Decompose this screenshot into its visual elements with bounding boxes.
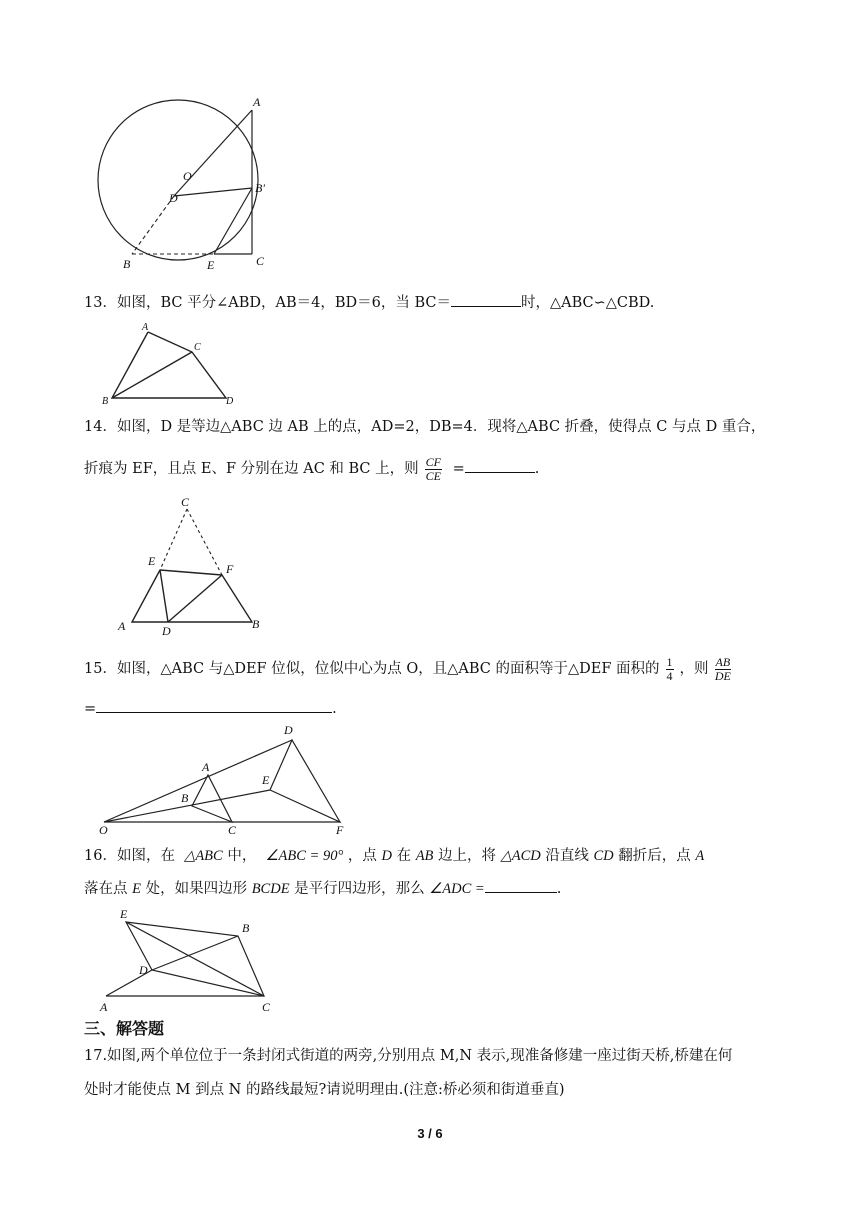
segment-df	[168, 575, 222, 622]
label-o: O	[183, 169, 192, 183]
figure-q15	[96, 720, 366, 840]
q17-line2: 处时才能使点 M 到点 N 的路线最短?请说明理由.(注意:桥必须和街道垂直)	[84, 1082, 565, 1098]
label-b: B	[123, 257, 131, 271]
segment-ef	[160, 570, 222, 575]
q15-fraction-ab-de: $\frac{AB}{DE}$	[714, 654, 731, 683]
label-a: A	[100, 1000, 108, 1014]
label-a: A	[253, 95, 261, 109]
page-number: 3 / 6	[417, 1126, 443, 1141]
segment-ed	[160, 570, 168, 622]
label-d: D	[139, 963, 148, 977]
label-c: C	[256, 254, 265, 268]
label-b: B	[252, 617, 260, 631]
label-a: A	[202, 760, 210, 774]
circle	[98, 100, 258, 260]
label-a: A	[118, 619, 126, 633]
dashed-cf	[187, 509, 222, 575]
label-f: F	[226, 562, 234, 576]
label-a: A	[142, 322, 149, 333]
q14-line1: 14．如图，D 是等边△ABC 边 AB 上的点，AD=2，DB=4．现将△ABC 折叠，使得点 C 与点 D 重合，	[84, 419, 766, 435]
label-b: B	[181, 791, 189, 805]
q13-answer-blank[interactable]	[451, 292, 521, 307]
triangle-base-sides	[132, 570, 252, 622]
segment-db	[174, 188, 252, 196]
label-c: C	[228, 823, 237, 837]
label-e: E	[207, 258, 215, 272]
label-b: B	[102, 396, 109, 407]
q16-answer-blank[interactable]	[485, 878, 557, 893]
label-d: D	[226, 396, 234, 407]
label-o: O	[99, 823, 108, 837]
label-b-prime: B′	[255, 181, 265, 195]
label-e: E	[120, 907, 128, 921]
label-c: C	[194, 342, 201, 353]
label-e: E	[262, 773, 270, 787]
label-c: C	[262, 1000, 271, 1014]
q17-line1: 17.如图,两个单位位于一条封闭式街道的两旁,分别用点 M,N 表示,现准备修建一座过街天桥,桥建在何	[84, 1048, 733, 1064]
figure-q13	[100, 318, 240, 408]
segment-oa	[174, 110, 252, 196]
label-d: D	[162, 624, 171, 638]
triangle-def	[270, 740, 340, 822]
figure-q16	[96, 904, 296, 1016]
label-d: D	[169, 191, 178, 205]
section-title: 三、解答题	[84, 1019, 165, 1038]
q15-fraction-one-quarter: $\frac{1}{4}$	[666, 654, 673, 683]
q15-line2: = .	[84, 698, 337, 719]
dashed-ce	[160, 509, 187, 570]
label-c: C	[181, 495, 190, 509]
q16-line2: 落在点 E 处，如果四边形 BCDE 是平行四边形，那么 ∠ADC = .	[84, 878, 561, 899]
q13-text: 13．如图，BC 平分∠ABD，AB＝4，BD＝6，当 BC＝ 时，△ABC∽△CBD.	[84, 292, 654, 313]
figure-circle-fold	[96, 88, 286, 274]
q14-fraction-cf-ce: $\frac{CF}{CE}$	[425, 454, 441, 483]
segment-db	[152, 936, 238, 970]
label-d: D	[284, 723, 293, 737]
q15-answer-blank[interactable]	[96, 698, 332, 713]
q14-answer-blank[interactable]	[465, 458, 535, 473]
figure-q14	[112, 492, 272, 642]
label-e: E	[148, 554, 156, 568]
q15-line1: 15．如图，△ABC 与△DEF 位似，位似中心为点 O，且△ABC 的面积等于△DEF 面积的 $\frac{1}{4}$ ，则 $\frac{AB}{DE}$	[84, 654, 731, 683]
label-f: F	[336, 823, 344, 837]
segment-bo-dashed	[132, 196, 174, 254]
q14-line2: 折痕为 EF，且点 E、F 分别在边 AC 和 BC 上，则 $\frac{CF}{CE}$ = .	[84, 454, 540, 483]
q16-line1: 16．如图，在 △ABC 中， ∠ABC = 90° ，点 D 在 AB 边上，将 △ACD 沿直线 CD 翻折后，点 A	[84, 848, 705, 864]
label-b: B	[242, 921, 250, 935]
